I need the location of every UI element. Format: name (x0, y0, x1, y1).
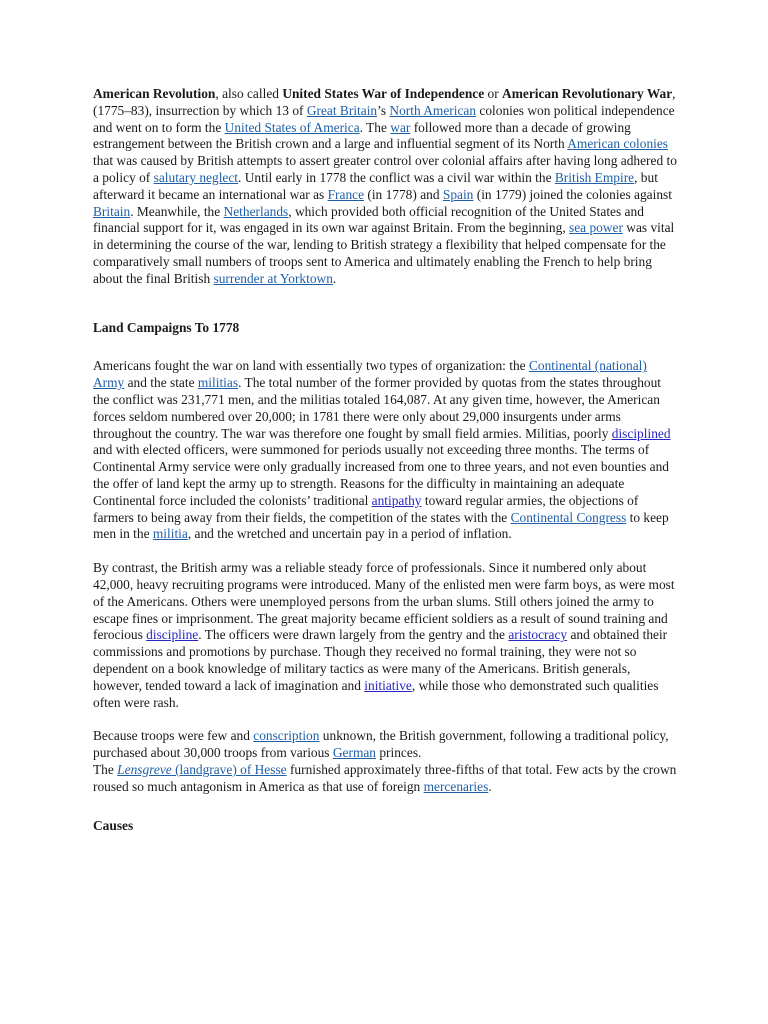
link-german[interactable]: German (332, 745, 377, 761)
lensgreve-italic: Lensgreve (117, 761, 172, 777)
text-run: , while those who demonstrated such qualities often were rash. (93, 677, 659, 710)
link-mercenaries[interactable]: mercenaries (423, 778, 489, 794)
link-american-colonies[interactable]: American colonies (567, 136, 669, 152)
document-page (93, 86, 679, 835)
link-north-american[interactable]: North American (389, 102, 477, 118)
intro-paragraph (93, 86, 679, 288)
term-us-war-of-independence: United States War of Independence (282, 86, 485, 101)
section-heading-land-campaigns: Land Campaigns To 1778 (93, 319, 240, 335)
text-run: By contrast, the British army was a reliable steady force of professionals. Since it numbered only about 42,000, heavy recruiting programs were introduced. Many of the enlisted men were farm boys, as were most of the Americans. Others were unemployed persons from the urban slums. Still others joined the army to escape fines or imprisonment. The great majority became efficient soldiers as a result of sound training and ferocious (93, 560, 675, 643)
link-landgrave-of-hesse[interactable] (117, 762, 286, 777)
link-war[interactable]: war (390, 119, 411, 135)
text-run: or (484, 86, 503, 101)
text-run: Americans fought the war on land with essentially two types of organization: the (93, 358, 529, 374)
text-run: . Meanwhile, the (130, 203, 224, 219)
link-spain[interactable]: Spain (442, 186, 474, 202)
text-run: followed more than a decade of growing estrangement between the British crown and a large and influential segment of its North (93, 119, 631, 152)
link-sea-power[interactable]: sea power (569, 220, 623, 236)
mercenaries-paragraph (93, 728, 679, 795)
link-continental-congress[interactable]: Continental Congress (510, 509, 627, 525)
british-army-paragraph (93, 560, 679, 711)
link-british-empire[interactable]: British Empire (554, 169, 635, 185)
text-run: , which provided both official recognition of the United States and financial support for it, was engaged in its own war against Britain. From the beginning, (93, 203, 644, 236)
link-antipathy[interactable]: antipathy (371, 492, 422, 508)
link-militias[interactable]: militias (197, 375, 239, 391)
text-run: was vital in determining the course of the war, lending to British strategy a flexibility that helped compensate for the comparatively small numbers of troops sent to America and ultimately enabling the French to help bring about the final British (93, 220, 675, 286)
link-surrender-at-yorktown[interactable]: surrender at Yorktown (213, 270, 333, 286)
link-initiative[interactable]: initiative (364, 677, 412, 693)
link-united-states-of-america[interactable]: United States of America (224, 119, 360, 135)
text-run: ’s (377, 102, 390, 118)
text-run: . The total number of the former provided by quotas from the states throughout the conflict was 231,771 men, and the militias totaled 164,087. At any given time, however, the American forces seldom numbered over 20,000; in 1781 there were only about 29,000 insurgents under arms throughout the country. The war was therefore one fought by small field armies. Militias, poorly (93, 375, 662, 441)
text-run: furnished approximately three-fifths of that total. Few acts by the crown roused so much antagonism in America as that use of foreign (93, 761, 677, 794)
text-run: to keep men in the (93, 509, 669, 542)
text-run: unknown, the British government, following a traditional policy, purchased about 30,000 troops from various (93, 728, 669, 761)
link-netherlands[interactable]: Netherlands (223, 203, 289, 219)
text-run: , also called (215, 86, 283, 101)
text-run: , and the wretched and uncertain pay in a period of inflation. (187, 526, 512, 542)
text-run: , but afterward it became an international war as (93, 169, 658, 202)
text-run: . The (359, 119, 391, 135)
text-run: (in 1779) joined the colonies against (473, 186, 672, 202)
text-run: (in 1778) and (364, 186, 443, 202)
link-britain[interactable]: Britain (93, 203, 131, 219)
text-run: toward regular armies, the objections of farmers to being away from their fields, the competition of the states with the (93, 492, 639, 525)
term-american-revolutionary-war: American Revolutionary War (502, 86, 673, 101)
land-campaigns-paragraph (93, 358, 679, 543)
text-run: . Until early in 1778 the conflict was a civil war within the (238, 169, 555, 185)
link-conscription[interactable]: conscription (253, 728, 320, 744)
text-run: that was caused by British attempts to assert greater control over colonial affairs after having long adhered to a policy of (93, 153, 677, 185)
text-run: Because troops were few and (93, 728, 254, 744)
term-american-revolution: American Revolution (93, 86, 216, 101)
link-militia[interactable]: militia (152, 526, 188, 542)
text-run: , (1775–83), insurrection by which 13 of (93, 86, 676, 118)
link-salutary-neglect[interactable]: salutary neglect (153, 169, 239, 185)
text-run: and the state (124, 375, 198, 391)
link-great-britain[interactable]: Great Britain (306, 102, 378, 118)
link-aristocracy[interactable]: aristocracy (508, 627, 568, 643)
text-run: (landgrave) of Hesse (171, 761, 287, 777)
text-run: . The officers were drawn largely from the gentry and the (198, 627, 509, 643)
section-heading-causes: Causes (93, 818, 134, 834)
text-run: colonies won political independence and went on to form the (93, 102, 675, 135)
link-discipline[interactable]: discipline (146, 627, 199, 643)
text-run: The (93, 761, 118, 777)
text-run: princes. (376, 745, 422, 761)
link-continental-army[interactable]: Continental (national) Army (93, 358, 647, 391)
text-run: . (332, 270, 337, 286)
text-run: and with elected officers, were summoned for periods usually not exceeding three months. The terms of Continental Army service were only gradually increased from one to three years, and not even bounties and the offer of land kept the army up to strength. Reasons for the difficulty in maintaining an adequate Continental force included the colonists’ traditional (93, 442, 669, 508)
text-run: . (488, 778, 492, 794)
text-run: and obtained their commissions and promotions by purchase. Though they received no formal training, they were not so dependent on a book knowledge of military tactics as were many of the Americans. British generals, however, tended toward a lack of imagination and (93, 627, 668, 693)
link-disciplined[interactable]: disciplined (611, 425, 671, 441)
link-france[interactable]: France (327, 186, 365, 202)
